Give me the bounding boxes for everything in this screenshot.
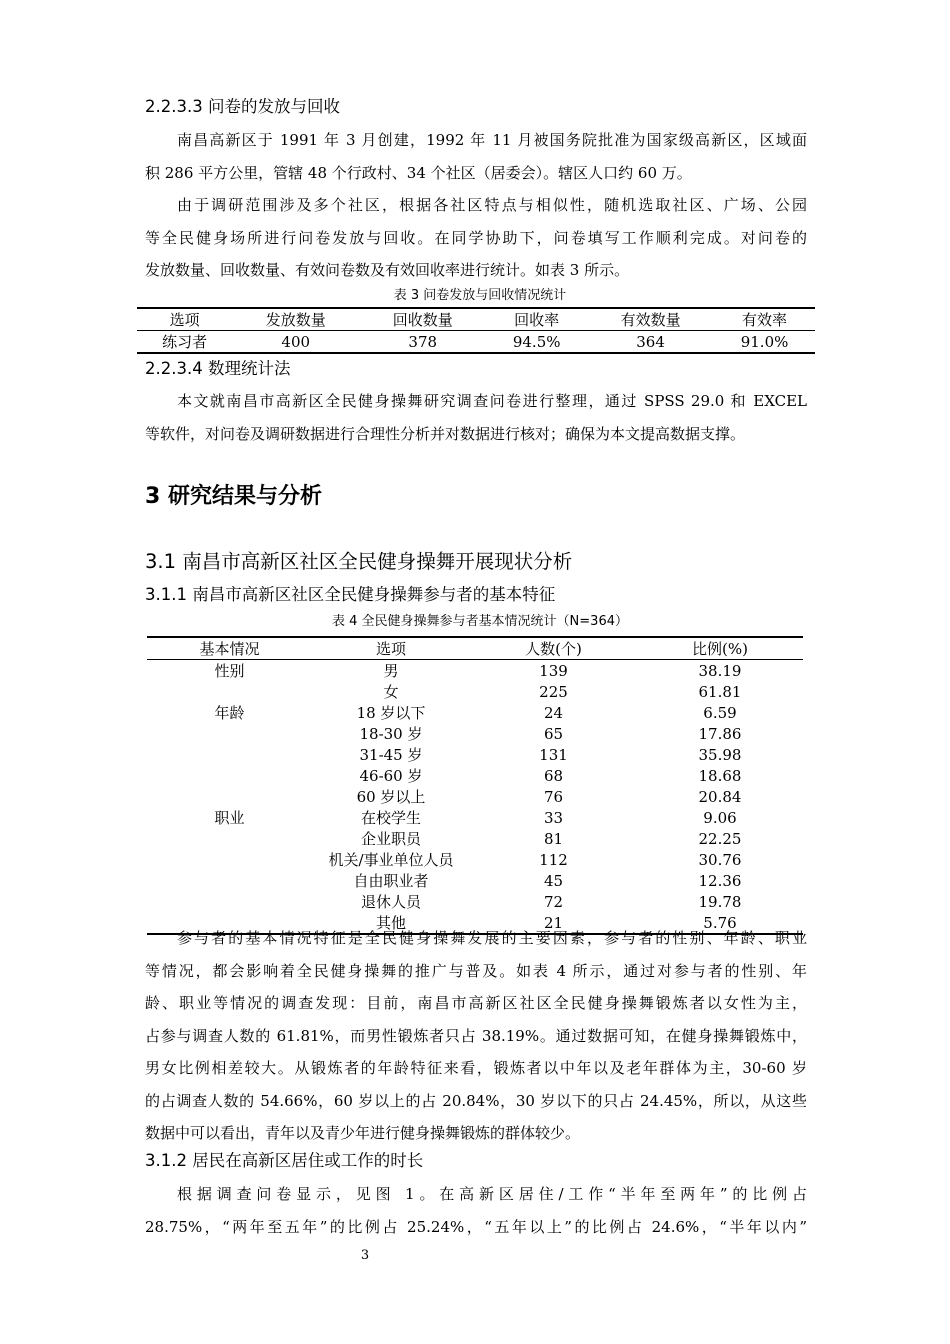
table4-cell: 30.76 — [698, 850, 742, 869]
table4-cell: 9.06 — [703, 808, 737, 827]
table4-cell: 112 — [539, 850, 568, 869]
table4-cell: 139 — [539, 661, 568, 680]
table4-row — [147, 660, 803, 682]
table4-cell: 22.25 — [698, 829, 742, 848]
paragraph-line: 等情况，都会影响着全民健身操舞的推广与普及。如表 4 所示，通过对参与者的性别、年 — [145, 961, 807, 980]
table3-cell: 364 — [636, 332, 665, 351]
paragraph-residence-duration — [145, 1178, 807, 1243]
table4-cell: 自由职业者 — [353, 872, 429, 890]
table4-cell: 76 — [543, 787, 564, 806]
table4-row — [147, 744, 803, 765]
paragraph-line: 等软件，对问卷及调研数据进行合理性分析并对数据进行核对；确保为本文提高数据支撑。 — [145, 424, 746, 443]
table4-cell: 21 — [543, 913, 564, 932]
table4-cell: 在校学生 — [360, 809, 421, 827]
table4-header-cell: 基本情况 — [199, 640, 260, 658]
paragraph-line: 参与者的基本情况特征是全民健身操舞发展的主要因素，参与者的性别、年龄、职业 — [177, 929, 807, 947]
table4-row — [147, 681, 803, 702]
table3-cell: 378 — [408, 332, 438, 351]
paragraph-line: 根据调查问卷显示，见图 1。在高新区居住/工作“半年至两年”的比例占 — [177, 1185, 807, 1203]
table4-row — [147, 828, 803, 849]
table4-row — [147, 723, 803, 744]
table3-cell: 94.5% — [512, 332, 561, 351]
table4-cell: 退休人员 — [360, 893, 421, 911]
paragraph-line: 本文就南昌市高新区全民健身操舞研究调查问卷进行整理，通过 SPSS 29.0 和 EXCEL — [177, 392, 807, 410]
table4-body — [147, 660, 803, 935]
paragraph-survey-method — [145, 189, 807, 287]
table4-cell: 17.86 — [698, 724, 742, 743]
section-heading-2-2-3-3: 2.2.3.3 问卷的发放与回收 — [145, 97, 340, 116]
table4-row — [147, 807, 803, 828]
table4-cell: 24 — [543, 703, 564, 722]
table4-cell: 20.84 — [698, 787, 742, 806]
paragraph-line: 28.75%，“两年至五年”的比例占 25.24%，“五年以上”的比例占 24.6%，“半年以内” — [145, 1217, 807, 1236]
table4-header-cell: 比例(%) — [692, 640, 748, 658]
paragraph-gaoxin-intro — [145, 124, 807, 189]
table4-cell: 65 — [543, 724, 564, 743]
table3-survey-stats — [137, 307, 815, 354]
table4-cell: 72 — [543, 892, 564, 911]
table4-cell: 35.98 — [698, 745, 742, 764]
paragraph-line: 等全民健身场所进行问卷发放与回收。在同学协助下，问卷填写工作顺利完成。对问卷的 — [145, 228, 807, 247]
paragraph-line: 数据中可以看出，青年以及青少年进行健身操舞锻炼的群体较少。 — [145, 1124, 581, 1142]
table4-cell — [147, 744, 312, 765]
paragraph-statistics-method — [145, 385, 807, 450]
page-number: 3 — [360, 1248, 370, 1263]
table3-cell: 练习者 — [162, 333, 208, 351]
table4-cell — [147, 681, 312, 702]
table3-header-cell: 回收数量 — [392, 311, 453, 329]
paragraph-line: 发放数量、回收数量、有效问卷数及有效回收率进行统计。如表 3 所示。 — [145, 261, 630, 279]
table4-cell: 60 岁以上 — [356, 788, 426, 806]
table4-cell: 68 — [543, 766, 564, 785]
table4-cell: 职业 — [214, 809, 245, 827]
table4-cell: 5.76 — [703, 913, 737, 932]
table4-row — [147, 891, 803, 912]
paragraph-line: 占参与调查人数的 61.81%，而男性锻炼者只占 38.19%。通过数据可知，在健身操舞锻炼中， — [145, 1026, 807, 1045]
paragraph-line: 由于调研范围涉及多个社区，根据各社区特点与相似性，随机选取社区、广场、公园 — [177, 196, 807, 214]
table4-cell: 性别 — [214, 662, 245, 680]
table4-cell: 45 — [543, 871, 564, 890]
table4-cell: 46-60 岁 — [359, 767, 423, 785]
table4-cell: 18 岁以下 — [356, 704, 426, 722]
table4-cell — [147, 765, 312, 786]
paragraph-line: 积 286 平方公里，管辖 48 个行政村、34 个社区（居委会）。辖区人口约 60 万。 — [145, 163, 692, 182]
chapter-heading-3: 3 研究结果与分析 — [145, 484, 322, 509]
table4-cell: 6.59 — [703, 703, 737, 722]
table4-row — [147, 702, 803, 723]
paragraph-line: 男女比例相差较大。从锻炼者的年龄特征来看，锻炼者以中年以及老年群体为主，30-60 岁 — [145, 1059, 807, 1077]
paragraph-participant-analysis — [145, 922, 807, 1150]
table4-header-cell: 选项 — [375, 640, 406, 658]
section-heading-3-1-1: 3.1.1 南昌市高新区社区全民健身操舞参与者的基本特征 — [145, 585, 556, 604]
table3-header-cell: 回收率 — [514, 311, 560, 329]
table4-cell: 225 — [539, 682, 568, 701]
table4-cell: 其他 — [375, 914, 406, 932]
section-heading-3-1: 3.1 南昌市高新区社区全民健身操舞开展现状分析 — [145, 550, 573, 573]
table4-cell — [147, 723, 312, 744]
table4-header-row — [147, 637, 803, 660]
table4-cell — [147, 849, 312, 870]
table4-cell: 131 — [539, 745, 568, 764]
table4-row — [147, 765, 803, 786]
table3-data-row — [137, 331, 815, 354]
table4-cell: 18-30 岁 — [359, 725, 423, 743]
table4-header-cell: 人数(个) — [525, 640, 582, 658]
table4-participant-stats — [147, 636, 803, 935]
table4-cell — [147, 891, 312, 912]
table4-caption: 表 4 全民健身操舞参与者基本情况统计（N=364） — [332, 614, 628, 629]
table4-cell: 33 — [543, 808, 564, 827]
table4-cell: 19.78 — [698, 892, 742, 911]
paragraph-line: 的占调查人数的 54.66%，60 岁以上的占 20.84%，30 岁以下的只占 24.45%，所以，从这些 — [145, 1091, 807, 1110]
table3-cell: 91.0% — [740, 332, 789, 351]
table4-cell: 机关/事业单位人员 — [328, 851, 454, 869]
table3-caption: 表 3 问卷发放与回收情况统计 — [393, 288, 567, 303]
table4-cell: 男 — [383, 662, 399, 680]
table4-cell: 企业职员 — [360, 830, 421, 848]
table4-cell: 61.81 — [698, 682, 742, 701]
table4-cell — [147, 786, 312, 807]
table4-cell: 38.19 — [698, 661, 742, 680]
section-heading-3-1-2: 3.1.2 居民在高新区居住或工作的时长 — [145, 1151, 424, 1170]
table4-cell: 12.36 — [698, 871, 742, 890]
table4-cell — [147, 828, 312, 849]
table4-row — [147, 870, 803, 891]
table4-cell: 31-45 岁 — [359, 746, 423, 764]
table3-header-row — [137, 308, 815, 331]
table3-header-cell: 有效数量 — [620, 311, 681, 329]
paragraph-line: 龄、职业等情况的调查发现：目前，南昌市高新区社区全民健身操舞锻炼者以女性为主， — [145, 994, 807, 1012]
paragraph-line: 南昌高新区于 1991 年 3 月创建，1992 年 11 月被国务院批准为国家级高新区，区域面 — [177, 131, 807, 149]
table4-cell: 年龄 — [214, 704, 245, 722]
table3-header-cell: 选项 — [169, 311, 200, 329]
table3-header-cell: 发放数量 — [265, 311, 326, 329]
table3-cell: 400 — [281, 332, 311, 351]
table4-cell: 18.68 — [698, 766, 742, 785]
table3-header-cell: 有效率 — [742, 311, 788, 329]
table4-cell: 81 — [543, 829, 564, 848]
table4-cell: 女 — [383, 683, 399, 701]
table4-cell — [147, 870, 312, 891]
table4-row — [147, 786, 803, 807]
section-heading-2-2-3-4: 2.2.3.4 数理统计法 — [145, 359, 291, 378]
table4-row — [147, 849, 803, 870]
